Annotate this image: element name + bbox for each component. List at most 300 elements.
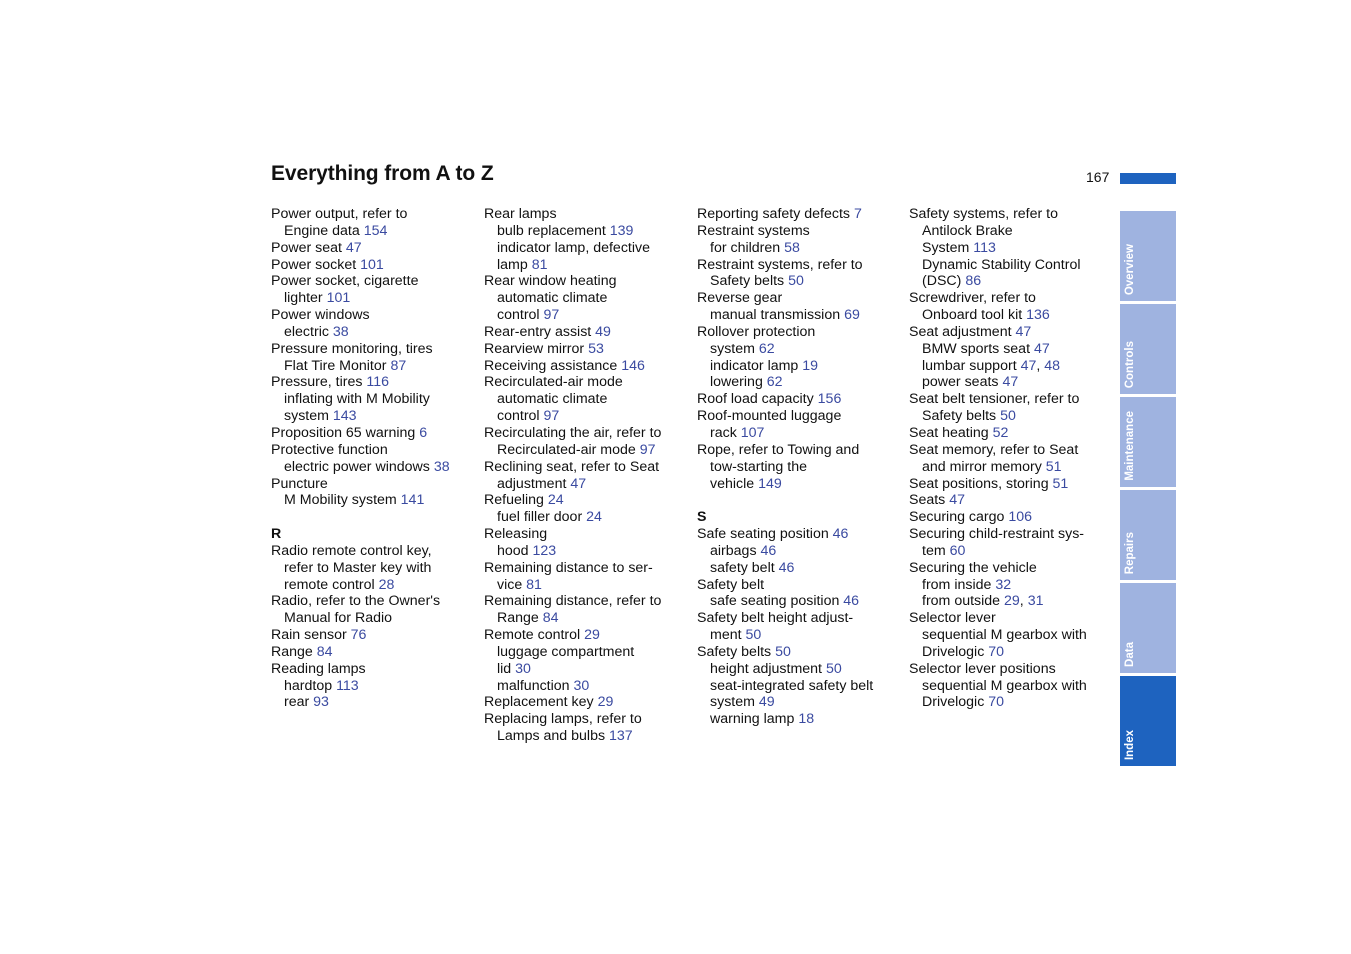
- index-entry: [484, 273, 699, 290]
- index-entry-text: Securing child-restraint sys-: [909, 526, 1085, 543]
- index-entry-text: Rearview mirror: [484, 340, 589, 357]
- index-entry-text: Securing cargo: [909, 509, 1009, 526]
- page-reference-link[interactable]: 62: [766, 374, 783, 391]
- page-reference-link[interactable]: 154: [363, 222, 388, 239]
- index-entry-text: Proposition 65 warning: [271, 424, 420, 441]
- index-entry: [697, 694, 912, 711]
- index-entry: [484, 728, 699, 745]
- page-reference-link[interactable]: 19: [802, 357, 819, 374]
- page-reference-link[interactable]: 48: [1044, 357, 1061, 374]
- index-entry-text: Remaining distance, refer to: [484, 593, 662, 610]
- index-entry: [909, 425, 1124, 442]
- index-entry-text: vice: [497, 576, 527, 593]
- tab-controls[interactable]: [1120, 304, 1176, 394]
- page-reference-link[interactable]: 113: [336, 677, 359, 694]
- page-reference-link[interactable]: 47: [1015, 323, 1032, 340]
- index-entry: [909, 358, 1124, 375]
- index-entry: [697, 240, 912, 257]
- separator-comma: ,: [1036, 357, 1045, 374]
- index-entry: [484, 694, 699, 711]
- index-entry: [697, 442, 912, 459]
- index-entry-text: luggage compartment: [497, 643, 635, 660]
- index-entry-text: (DSC): [922, 273, 966, 290]
- index-entry-text: lighter: [284, 290, 327, 307]
- index-entry: [909, 543, 1124, 560]
- index-entry-text: Dynamic Stability Control: [922, 256, 1081, 273]
- index-entry-text: and mirror memory: [922, 458, 1046, 475]
- page-reference-link[interactable]: 149: [758, 475, 782, 492]
- index-entry: [909, 307, 1124, 324]
- page-reference-link[interactable]: 47: [1002, 374, 1019, 391]
- index-entry-text: Recirculated-air mode: [497, 441, 640, 458]
- spacer: [697, 492, 912, 509]
- page-reference-link[interactable]: 58: [784, 239, 800, 256]
- index-entry-text: Rain sensor: [271, 627, 351, 644]
- page-reference-link[interactable]: 60: [949, 542, 966, 559]
- index-entry: [697, 408, 912, 425]
- index-entry-text: system: [710, 694, 759, 711]
- index-entry-text: electric power windows: [284, 458, 434, 475]
- page-reference-link[interactable]: 62: [758, 340, 775, 357]
- index-entry-text: Pressure, tires: [271, 374, 367, 391]
- index-entry: [271, 425, 486, 442]
- page-reference-link[interactable]: 49: [758, 694, 775, 711]
- tab-label: Controls: [1124, 340, 1136, 388]
- page-reference-link[interactable]: 97: [543, 307, 560, 324]
- index-entry: [697, 560, 912, 577]
- index-entry: [909, 560, 1124, 577]
- page-reference-link[interactable]: 143: [332, 408, 357, 425]
- page-reference-link[interactable]: 141: [400, 492, 425, 509]
- index-entry: [271, 560, 486, 577]
- index-entry-text: Refueling: [484, 492, 548, 509]
- index-entry: [271, 543, 486, 560]
- page-reference-link[interactable]: 86: [965, 273, 982, 290]
- tab-data[interactable]: [1120, 583, 1176, 673]
- index-entry: [484, 543, 699, 560]
- index-entry-text: sequential M gearbox with: [922, 677, 1087, 694]
- page-reference-link[interactable]: 76: [350, 627, 367, 644]
- index-entry-text: hood: [497, 542, 533, 559]
- page-reference-link[interactable]: 69: [844, 307, 860, 324]
- index-entry-text: manual transmission: [710, 307, 845, 324]
- index-entry-text: Seat positions, storing: [909, 475, 1053, 492]
- page-reference-link[interactable]: 156: [817, 391, 842, 408]
- index-entry-text: Drivelogic: [922, 643, 989, 660]
- index-entry: [697, 678, 912, 695]
- index-entry-text: Reading lamps: [271, 660, 366, 677]
- page-reference-link[interactable]: 29: [597, 694, 614, 711]
- index-entry: [697, 290, 912, 307]
- index-entry-text: adjustment: [497, 475, 571, 492]
- index-entry: [271, 661, 486, 678]
- page-reference-link[interactable]: 47: [1020, 357, 1037, 374]
- index-entry-text: Manual for Radio: [284, 610, 393, 627]
- index-entry: [697, 341, 912, 358]
- index-entry-text: Seat adjustment: [909, 323, 1016, 340]
- index-entry: [271, 476, 486, 493]
- index-entry-text: control: [497, 307, 544, 324]
- index-entry: [271, 240, 486, 257]
- index-entry: [909, 678, 1124, 695]
- index-entry: [697, 391, 912, 408]
- page-reference-link[interactable]: 50: [745, 627, 762, 644]
- index-entry: [697, 358, 912, 375]
- index-entry: [271, 374, 486, 391]
- index-entry-text: for children: [710, 239, 785, 256]
- index-entry: [484, 290, 699, 307]
- index-entry: [697, 577, 912, 594]
- index-entry-text: Recirculated-air mode: [484, 374, 623, 391]
- page-reference-link[interactable]: 38: [332, 323, 349, 340]
- index-entry-text: lid: [497, 660, 516, 677]
- index-entry: [271, 324, 486, 341]
- page-reference-link[interactable]: 87: [390, 357, 407, 374]
- index-entry-text: vehicle: [710, 475, 759, 492]
- index-entry: [271, 206, 486, 223]
- index-entry-text: lumbar support: [922, 357, 1021, 374]
- index-entry-text: warning lamp: [710, 711, 799, 728]
- page-reference-link[interactable]: 51: [1045, 458, 1062, 475]
- index-entry: [484, 324, 699, 341]
- index-entry-text: Receiving assistance: [484, 357, 622, 374]
- index-entry-text: Safety belts: [922, 408, 1001, 425]
- index-entry-text: Lamps and bulbs: [497, 728, 609, 745]
- index-entry-text: control: [497, 408, 544, 425]
- index-entry: [909, 374, 1124, 391]
- page-reference-link[interactable]: 32: [995, 576, 1012, 593]
- section-tabs: [1120, 211, 1176, 769]
- index-entry-text: Radio, refer to the Owner's: [271, 593, 441, 610]
- page-reference-link[interactable]: 49: [595, 323, 611, 340]
- page-reference-link[interactable]: 116: [366, 374, 390, 391]
- page-reference-link[interactable]: 50: [1000, 408, 1016, 425]
- index-entry: [484, 442, 699, 459]
- page-number: 167: [1086, 169, 1110, 185]
- index-entry: [271, 644, 486, 661]
- tab-label: Index: [1124, 729, 1136, 760]
- page-reference-link[interactable]: 84: [542, 610, 559, 627]
- page-reference-link[interactable]: 30: [515, 660, 531, 677]
- page-reference-link[interactable]: 52: [992, 424, 1009, 441]
- index-entry-text: airbags: [710, 542, 761, 559]
- index-entry: [697, 206, 912, 223]
- index-entry-text: height adjustment: [710, 660, 826, 677]
- page-reference-link[interactable]: 136: [1026, 307, 1050, 324]
- page-reference-link[interactable]: 47: [345, 239, 362, 256]
- index-entry: [271, 694, 486, 711]
- page-reference-link[interactable]: 84: [316, 643, 333, 660]
- page-reference-link[interactable]: 7: [853, 206, 862, 222]
- index-entry: [271, 408, 486, 425]
- index-entry-text: System: [922, 239, 974, 256]
- index-entry: [484, 459, 699, 476]
- index-entry: [271, 459, 486, 476]
- index-entry: [697, 543, 912, 560]
- spacer: [271, 509, 486, 526]
- index-entry: [909, 577, 1124, 594]
- index-entry: [484, 644, 699, 661]
- index-entry-text: Roof-mounted luggage: [697, 408, 842, 425]
- index-entry: [271, 627, 486, 644]
- page-reference-link[interactable]: 101: [326, 290, 351, 307]
- index-entry: [484, 358, 699, 375]
- page-reference-link[interactable]: 29: [584, 627, 600, 644]
- page-reference-link[interactable]: 47: [1033, 340, 1050, 357]
- index-entry-text: Recirculating the air, refer to: [484, 424, 662, 441]
- index-entry-text: S: [697, 509, 707, 526]
- index-entry-text: fuel filler door: [497, 509, 587, 526]
- index-entry-text: Replacing lamps, refer to: [484, 711, 642, 728]
- index-entry-text: Power seat: [271, 239, 346, 256]
- page-reference-link[interactable]: 24: [547, 492, 564, 509]
- index-entry: [909, 341, 1124, 358]
- tab-repairs[interactable]: [1120, 490, 1176, 580]
- index-column-1: [271, 206, 486, 711]
- tab-label: Data: [1124, 642, 1136, 667]
- index-entry: [271, 593, 486, 610]
- index-entry-text: system: [284, 408, 333, 425]
- tab-index[interactable]: [1120, 676, 1176, 766]
- index-entry-text: Restraint systems: [697, 222, 810, 239]
- page-reference-link[interactable]: 6: [419, 424, 428, 441]
- index-entry: [484, 425, 699, 442]
- index-entry: [271, 492, 486, 509]
- page-marker-bar: [1120, 173, 1176, 184]
- index-entry-text: from outside: [922, 593, 1005, 610]
- index-entry-text: automatic climate: [497, 290, 608, 307]
- index-entry: [484, 341, 699, 358]
- index-entry-text: tow-starting the: [710, 458, 807, 475]
- index-entry: [484, 711, 699, 728]
- index-entry-text: power seats: [922, 374, 1003, 391]
- page-reference-link[interactable]: 46: [843, 593, 860, 610]
- page-reference-link[interactable]: 107: [740, 424, 765, 441]
- index-entry: [271, 307, 486, 324]
- page-reference-link[interactable]: 70: [988, 694, 1005, 711]
- page-reference-link[interactable]: 137: [609, 728, 633, 745]
- index-entry: [697, 711, 912, 728]
- index-entry: [484, 560, 699, 577]
- page-reference-link[interactable]: 53: [588, 340, 604, 357]
- index-entry: [909, 257, 1124, 274]
- index-entry-text: Remote control: [484, 627, 585, 644]
- index-entry: [697, 273, 912, 290]
- page-reference-link[interactable]: 81: [531, 256, 548, 273]
- index-entry-text: Safety belt: [697, 576, 765, 593]
- page-reference-link[interactable]: 24: [586, 509, 602, 526]
- index-entry-text: hardtop: [284, 677, 337, 694]
- index-entry-text: from inside: [922, 576, 996, 593]
- index-entry: [484, 627, 699, 644]
- index-entry-text: indicator lamp, defective: [497, 239, 650, 256]
- index-entry: [271, 442, 486, 459]
- index-entry-text: Reverse gear: [697, 290, 783, 307]
- index-entry-text: Onboard tool kit: [922, 307, 1027, 324]
- page-reference-link[interactable]: 28: [378, 576, 395, 593]
- page-reference-link[interactable]: 123: [532, 542, 557, 559]
- index-entry: [697, 374, 912, 391]
- index-entry-text: Flat Tire Monitor: [284, 357, 391, 374]
- index-entry: [484, 408, 699, 425]
- index-entry-text: Rollover protection: [697, 323, 816, 340]
- tab-label: Maintenance: [1124, 411, 1136, 481]
- index-entry: [271, 577, 486, 594]
- index-entry-text: Safety systems, refer to: [909, 206, 1059, 222]
- index-entry: [484, 374, 699, 391]
- index-entry: [909, 223, 1124, 240]
- index-entry: [271, 223, 486, 240]
- index-entry-text: sequential M gearbox with: [922, 627, 1087, 644]
- index-entry: [697, 307, 912, 324]
- page-reference-link[interactable]: 46: [760, 542, 777, 559]
- index-entry: [484, 593, 699, 610]
- index-entry-text: tem: [922, 542, 950, 559]
- index-entry: [909, 644, 1124, 661]
- index-entry-text: Selector lever positions: [909, 660, 1056, 677]
- index-entry: [909, 593, 1124, 610]
- page-reference-link[interactable]: 50: [775, 643, 791, 660]
- page-reference-link[interactable]: 51: [1052, 475, 1069, 492]
- index-entry-text: Selector lever: [909, 610, 996, 627]
- index-entry: [697, 257, 912, 274]
- page-reference-link[interactable]: 50: [825, 660, 842, 677]
- index-entry-text: safety belt: [710, 559, 779, 576]
- index-entry-text: Antilock Brake: [922, 222, 1013, 239]
- index-entry-text: Safety belts: [697, 643, 776, 660]
- page-reference-link[interactable]: 106: [1008, 509, 1033, 526]
- page-reference-link[interactable]: 146: [621, 357, 645, 374]
- page-reference-link[interactable]: 31: [1027, 593, 1044, 610]
- page-reference-link[interactable]: 46: [778, 559, 795, 576]
- index-entry-text: Roof load capacity: [697, 391, 818, 408]
- index-entry: [484, 610, 699, 627]
- page-reference-link[interactable]: 47: [949, 492, 966, 509]
- index-entry-text: Seat memory, refer to Seat: [909, 441, 1079, 458]
- page-reference-link[interactable]: 50: [788, 273, 804, 290]
- page-reference-link[interactable]: 101: [360, 256, 384, 273]
- index-column-2: [484, 206, 699, 745]
- index-entry-text: Restraint systems, refer to: [697, 256, 863, 273]
- page-reference-link[interactable]: 29: [1004, 593, 1020, 610]
- page-reference-link[interactable]: 97: [639, 441, 656, 458]
- index-entry-text: safe seating position: [710, 593, 844, 610]
- index-entry: [484, 661, 699, 678]
- index-entry: [909, 627, 1124, 644]
- index-entry: [909, 492, 1124, 509]
- page-reference-link[interactable]: 97: [543, 408, 560, 425]
- index-entry-text: Seat heating: [909, 424, 993, 441]
- index-entry-text: lowering: [710, 374, 767, 391]
- page-reference-link[interactable]: 46: [832, 526, 849, 543]
- tab-maintenance[interactable]: [1120, 397, 1176, 487]
- index-entry: [484, 476, 699, 493]
- index-entry-text: rack: [710, 424, 741, 441]
- index-letter-heading: [271, 526, 486, 543]
- index-entry: [271, 341, 486, 358]
- index-entry-text: Range: [271, 643, 317, 660]
- index-entry-text: Reclining seat, refer to Seat: [484, 458, 660, 475]
- index-entry: [697, 526, 912, 543]
- page-reference-link[interactable]: 70: [988, 643, 1005, 660]
- index-letter-heading: [697, 509, 912, 526]
- index-entry: [484, 678, 699, 695]
- index-entry: [909, 526, 1124, 543]
- index-column-4: [909, 206, 1124, 711]
- page-reference-link[interactable]: 47: [570, 475, 587, 492]
- page-reference-link[interactable]: 81: [526, 576, 542, 593]
- index-entry-text: R: [271, 526, 282, 543]
- index-entry: [697, 661, 912, 678]
- index-entry-text: Safety belt height adjust-: [697, 610, 854, 627]
- tab-label: Repairs: [1124, 531, 1136, 574]
- index-entry: [909, 442, 1124, 459]
- index-entry-text: ment: [710, 627, 746, 644]
- page-reference-link[interactable]: 18: [798, 711, 815, 728]
- index-entry-text: Power socket: [271, 256, 361, 273]
- tab-overview[interactable]: [1120, 211, 1176, 301]
- index-entry: [909, 290, 1124, 307]
- index-entry-text: Seat belt tensioner, refer to: [909, 391, 1080, 408]
- index-entry: [697, 644, 912, 661]
- index-entry-text: Safe seating position: [697, 526, 833, 543]
- index-entry: [909, 240, 1124, 257]
- page-reference-link[interactable]: 30: [573, 677, 590, 694]
- index-entry-text: Seats: [909, 492, 950, 509]
- index-entry-text: system: [710, 340, 759, 357]
- index-entry-text: indicator lamp: [710, 357, 803, 374]
- index-entry-text: Drivelogic: [922, 694, 989, 711]
- index-entry-text: Radio remote control key,: [271, 542, 432, 559]
- separator-comma: ,: [1019, 593, 1028, 610]
- index-entry: [697, 425, 912, 442]
- page-reference-link[interactable]: 113: [973, 239, 996, 256]
- index-entry: [697, 627, 912, 644]
- index-entry-text: Screwdriver, refer to: [909, 290, 1036, 307]
- index-entry: [484, 526, 699, 543]
- index-entry-text: refer to Master key with: [284, 559, 432, 576]
- index-entry-text: Protective function: [271, 441, 388, 458]
- index-entry: [697, 593, 912, 610]
- index-entry-text: Range: [497, 610, 543, 627]
- index-entry-text: rear: [284, 694, 314, 711]
- index-entry: [271, 678, 486, 695]
- page-reference-link[interactable]: 38: [433, 458, 450, 475]
- index-entry: [909, 324, 1124, 341]
- index-entry: [484, 206, 699, 223]
- index-entry-text: Rear-entry assist: [484, 323, 596, 340]
- index-entry: [271, 257, 486, 274]
- index-entry: [909, 391, 1124, 408]
- index-entry-text: Rear lamps: [484, 206, 557, 222]
- index-entry: [271, 358, 486, 375]
- index-entry: [697, 324, 912, 341]
- page-reference-link[interactable]: 139: [609, 222, 634, 239]
- index-entry: [909, 509, 1124, 526]
- index-entry-text: remote control: [284, 576, 379, 593]
- index-entry: [697, 459, 912, 476]
- page-title: Everything from A to Z: [271, 162, 494, 185]
- tab-label: Overview: [1124, 243, 1136, 295]
- index-entry: [271, 391, 486, 408]
- index-entry-text: Safety belts: [710, 273, 789, 290]
- index-entry: [271, 290, 486, 307]
- index-entry: [484, 391, 699, 408]
- index-entry: [909, 206, 1124, 223]
- index-column-3: [697, 206, 912, 728]
- page-reference-link[interactable]: 93: [313, 694, 329, 711]
- index-entry: [697, 476, 912, 493]
